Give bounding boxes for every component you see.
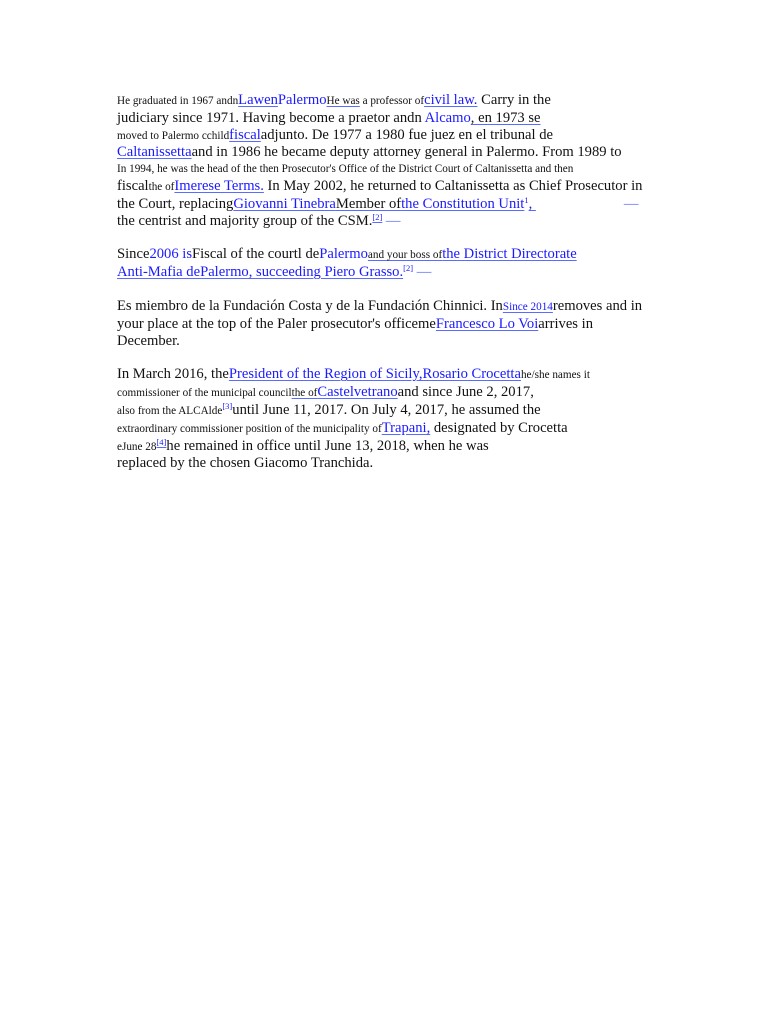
text-run: judiciary since 1971. Having become a praetor andn (117, 109, 425, 126)
text-line (117, 316, 677, 333)
text-run: and in 1986 he became deputy attorney general in Palermo. From 1989 to (191, 144, 622, 161)
text-run: the Court, replacing (117, 195, 234, 212)
text-run: December. (117, 332, 180, 349)
text-run: a professor of (359, 95, 425, 107)
link-district-directorate[interactable]: the District Directorate (442, 246, 577, 263)
text-run: arrives in (538, 315, 593, 332)
text-run: moved to Palermo cchild (117, 129, 230, 142)
footnote-ref[interactable]: [3] (222, 400, 233, 411)
text-line (117, 366, 677, 384)
text-run: In March 2016, the (117, 366, 229, 383)
link-trapani[interactable]: Trapani, (381, 419, 431, 436)
link-alcamo[interactable]: Alcamo (424, 109, 471, 126)
text-run: Fiscal of the courtl de (192, 246, 320, 263)
text-run: he remained in office until June 13, 2018, when he was (166, 437, 489, 454)
dash-mark: — (623, 195, 639, 212)
footnote-ref[interactable]: 1 (524, 194, 529, 205)
text-run: Member of (335, 195, 402, 212)
text-line (117, 213, 677, 230)
text-run: replaced by the chosen Giacomo Tranchida. (117, 455, 374, 472)
footnote-ref[interactable]: [2] (403, 263, 414, 274)
text-line (117, 402, 677, 420)
paragraph-commissioner (117, 366, 677, 472)
text-line (117, 92, 677, 110)
text-run: your place at the top of the Paler prosecutor's officeme (117, 315, 436, 332)
link-anti-mafia[interactable]: Anti-Mafia de (117, 264, 201, 281)
link-palermo[interactable]: Palermo (277, 92, 327, 108)
text-run: also from the ALCAlde (117, 404, 223, 417)
document-page (117, 92, 677, 489)
text-run: adjunto. De 1977 a 1980 fue juez en el tribunal de (260, 126, 553, 143)
link-francesco-lo-voi[interactable]: Francesco Lo Voi (435, 315, 539, 332)
text-line (117, 178, 677, 196)
link-2006[interactable]: 2006 is (149, 246, 193, 263)
text-run: the centrist and majority group of the CSM. (117, 212, 373, 229)
link-rosario-crocetta[interactable]: Rosario Crocetta (422, 366, 521, 383)
text-line (117, 384, 677, 402)
text-line (117, 298, 677, 316)
link-law[interactable]: Lawen (238, 92, 278, 108)
text-run: , en 1973 se (470, 109, 541, 126)
text-line (117, 438, 677, 456)
footnote-ref[interactable]: [4] (156, 436, 167, 447)
link-imerese-terms[interactable]: Imerese Terms. (174, 177, 264, 194)
text-run: extraordinary commissioner position of the municipality of (117, 422, 382, 435)
dash-mark: — (382, 212, 401, 229)
text-run: removes and in (552, 297, 643, 314)
text-line (117, 161, 677, 178)
paragraph-antimafia (117, 246, 677, 281)
paragraph-foundations (117, 298, 677, 349)
link-piero-grasso[interactable]: Palermo, succeeding Piero Grasso. (200, 264, 404, 281)
text-run: the of (148, 180, 175, 193)
text-run: Carry in the (477, 92, 551, 108)
footnote-ref[interactable]: [2] (372, 211, 383, 222)
text-run: Since (117, 246, 150, 263)
text-run: In May 2002, he returned to Caltanissetta as Chief Prosecutor in (263, 177, 643, 194)
text-line (117, 264, 677, 281)
link-palermo[interactable]: Palermo (319, 246, 368, 263)
link-since-2014[interactable]: Since 2014 (502, 300, 553, 313)
text-line (117, 333, 677, 350)
text-run: eJune 28 (117, 440, 157, 453)
link-fiscal[interactable]: fiscal (229, 126, 261, 143)
text-run: commissioner of the municipal council (117, 387, 292, 400)
text-run: designated by Crocetta (430, 419, 568, 436)
text-run: and since June 2, 2017, (397, 384, 534, 401)
link-president-sicily[interactable]: President of the Region of Sicily, (228, 366, 423, 383)
link-caltanissetta[interactable]: Caltanissetta (117, 144, 192, 161)
text-line (117, 144, 677, 161)
text-run: He graduated in 1967 andn (117, 95, 239, 107)
link-constitution-unit[interactable]: the Constitution Unit (401, 195, 525, 212)
text-line (117, 196, 677, 213)
text-run: and your boss of (367, 249, 443, 262)
text-run: In 1994, he was the head of the then Prosecutor's Office of the District Court of Caltanissetta and then (117, 163, 574, 176)
link-civil-law[interactable]: civil law. (424, 92, 478, 108)
text-line (117, 127, 677, 145)
text-run: he/she names it (520, 369, 590, 382)
text-run: fiscal (117, 177, 149, 194)
text-line (117, 110, 677, 127)
text-run: Es miembro de la Fundación Costa y de la Fundación Chinnici. In (117, 297, 503, 314)
link-giovanni-tinebra[interactable]: Giovanni Tinebra (233, 195, 336, 212)
text-line (117, 455, 677, 472)
text-line (117, 246, 677, 264)
text-line (117, 420, 677, 438)
link-castelvetrano[interactable]: Castelvetrano (317, 384, 398, 401)
text-run: until June 11, 2017. On July 4, 2017, he assumed the (232, 401, 541, 418)
dash-mark: — (413, 264, 432, 281)
text-run: the of (291, 387, 318, 400)
paragraph-career (117, 92, 677, 229)
text-run: , (528, 195, 536, 212)
text-run: He was (326, 95, 360, 107)
